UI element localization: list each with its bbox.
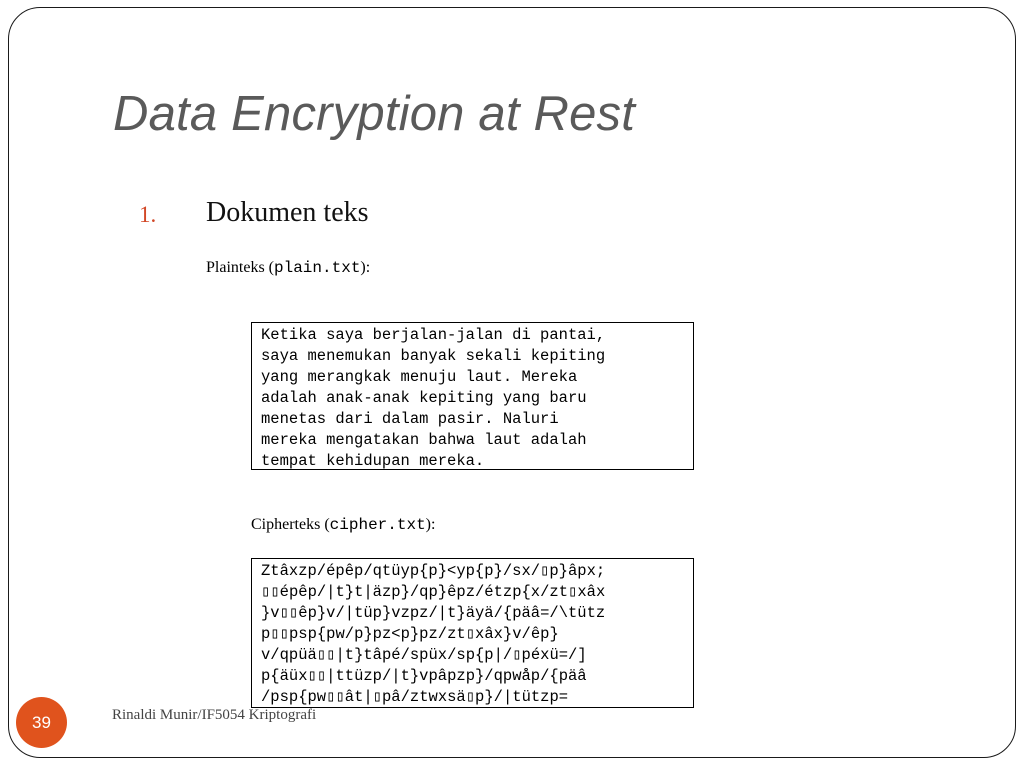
ciphertext-line: p{äüx▯▯|ttüzp/|t}vpâpzp}/qpwåp/{päâ bbox=[261, 667, 587, 685]
page-number: 39 bbox=[32, 712, 51, 732]
plaintext-caption bbox=[206, 259, 370, 277]
ciphertext-caption-suffix: ): bbox=[425, 516, 436, 533]
ciphertext-filename: cipher.txt bbox=[329, 516, 426, 534]
plaintext-caption-suffix: ): bbox=[360, 259, 371, 276]
ciphertext-caption-prefix: Cipherteks ( bbox=[251, 516, 330, 533]
plaintext-line: adalah anak-anak kepiting yang baru bbox=[261, 389, 587, 407]
ciphertext-caption bbox=[251, 516, 435, 534]
ciphertext-line: /psp{pw▯▯ât|▯pâ/ztwxsä▯p}/|tützp= bbox=[261, 688, 569, 706]
ciphertext-line: Ztâxzp/épêp/qtüyp{p}<yp{p}/sx/▯p}âpx; bbox=[261, 562, 606, 580]
plaintext-filename: plain.txt bbox=[274, 259, 361, 277]
list-item-text: Dokumen teks bbox=[206, 197, 369, 228]
plaintext-line: menetas dari dalam pasir. Naluri bbox=[261, 410, 559, 428]
plaintext-line: mereka mengatakan bahwa laut adalah bbox=[261, 431, 587, 449]
plaintext-line: saya menemukan banyak sekali kepiting bbox=[261, 347, 606, 365]
list-item-number: 1. bbox=[139, 202, 157, 227]
plaintext-box bbox=[251, 322, 694, 470]
plaintext-line: yang merangkak menuju laut. Mereka bbox=[261, 368, 578, 386]
page-number-badge bbox=[16, 697, 67, 748]
ciphertext-line: v/qpüä▯▯|t}tâpé/spüx/sp{p|/▯péxü=/] bbox=[261, 646, 587, 664]
ciphertext-box bbox=[251, 558, 694, 708]
plaintext-caption-prefix: Plainteks ( bbox=[206, 259, 274, 276]
ciphertext-line: p▯▯psp{pw/p}pz<p}pz/zt▯xâx}v/êp} bbox=[261, 625, 559, 643]
slide-title: Data Encryption at Rest bbox=[113, 87, 636, 141]
footer-text: Rinaldi Munir/IF5054 Kriptografi bbox=[112, 707, 317, 723]
ciphertext-line: ▯▯épêp/|t}t|äzp}/qp}êpz/étzp{x/zt▯xâx bbox=[261, 583, 606, 601]
ciphertext-line: }v▯▯êp}v/|tüp}vzpz/|t}äyä/{päâ=/\tütz bbox=[261, 604, 606, 622]
plaintext-line: Ketika saya berjalan-jalan di pantai, bbox=[261, 326, 606, 344]
plaintext-line: tempat kehidupan mereka. bbox=[261, 452, 485, 470]
